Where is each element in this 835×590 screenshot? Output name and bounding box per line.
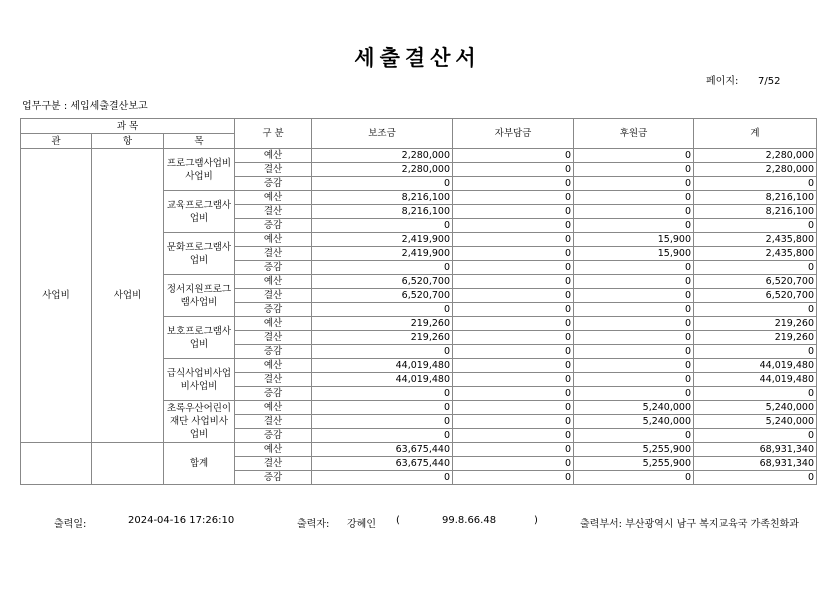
cell-bojo: 0 [312,429,453,443]
cell-huwon: 0 [574,275,694,289]
cell-gubun: 예산 [235,359,312,373]
cell-hang: 사업비 [92,149,164,443]
cell-bojo: 0 [312,261,453,275]
cell-bojo: 8,216,100 [312,191,453,205]
cell-jabu: 0 [453,373,574,387]
cell-bojo: 2,419,900 [312,233,453,247]
cell-jabu: 0 [453,331,574,345]
cell-total: 0 [694,303,817,317]
cell-mok: 초록우산어린이재단 사업비사업비 [164,401,235,443]
cell-gubun: 증감 [235,303,312,317]
cell-jabu: 0 [453,457,574,471]
cell-bojo: 0 [312,415,453,429]
cell-gubun: 증감 [235,345,312,359]
cell-huwon: 0 [574,303,694,317]
header-jabu: 자부담금 [453,119,574,149]
cell-huwon: 0 [574,261,694,275]
cell-total: 0 [694,219,817,233]
cell-bojo: 6,520,700 [312,289,453,303]
cell-huwon: 0 [574,191,694,205]
cell-total: 219,260 [694,331,817,345]
cell-gubun: 예산 [235,191,312,205]
cell-gubun: 증감 [235,261,312,275]
cell-huwon: 0 [574,373,694,387]
cell-jabu: 0 [453,233,574,247]
report-title: 세출결산서 [354,46,481,70]
cell-huwon: 15,900 [574,233,694,247]
cell-gubun: 예산 [235,401,312,415]
cell-total: 6,520,700 [694,289,817,303]
cell-gubun: 예산 [235,275,312,289]
cell-bojo: 219,260 [312,331,453,345]
cell-gubun: 결산 [235,457,312,471]
cell-total: 5,240,000 [694,401,817,415]
cell-total: 0 [694,345,817,359]
cell-gubun: 결산 [235,415,312,429]
cell-total: 44,019,480 [694,359,817,373]
cell-jabu: 0 [453,275,574,289]
cell-huwon: 0 [574,205,694,219]
cell-bojo: 219,260 [312,317,453,331]
page-number: 7/52 [758,76,781,87]
cell-total: 8,216,100 [694,205,817,219]
header-gwamok: 과 목 [21,119,235,134]
cell-bojo: 0 [312,401,453,415]
cell-jabu: 0 [453,303,574,317]
header-mok: 목 [164,134,235,149]
cell-bojo: 0 [312,177,453,191]
cell-jabu: 0 [453,205,574,219]
cell-jabu: 0 [453,429,574,443]
cell-total: 0 [694,261,817,275]
cell-hang-empty [92,443,164,485]
cell-jabu: 0 [453,415,574,429]
cell-bojo: 63,675,440 [312,443,453,457]
paren-open: ( [396,515,400,526]
header-hang: 항 [92,134,164,149]
cell-huwon: 0 [574,429,694,443]
cell-mok: 합계 [164,443,235,485]
cell-jabu: 0 [453,289,574,303]
cell-huwon: 0 [574,345,694,359]
cell-huwon: 0 [574,177,694,191]
cell-huwon: 5,240,000 [574,415,694,429]
cell-bojo: 0 [312,219,453,233]
cell-gubun: 증감 [235,429,312,443]
cell-bojo: 6,520,700 [312,275,453,289]
cell-huwon: 0 [574,387,694,401]
cell-jabu: 0 [453,317,574,331]
cell-gubun: 증감 [235,177,312,191]
cell-huwon: 0 [574,471,694,485]
cell-bojo: 63,675,440 [312,457,453,471]
cell-total: 2,435,800 [694,247,817,261]
paren-close: ) [534,515,538,526]
cell-total: 44,019,480 [694,373,817,387]
cell-huwon: 5,240,000 [574,401,694,415]
cell-gubun: 예산 [235,233,312,247]
cell-total: 68,931,340 [694,457,817,471]
cell-jabu: 0 [453,387,574,401]
cell-total: 0 [694,429,817,443]
cell-jabu: 0 [453,345,574,359]
cell-bojo: 2,280,000 [312,149,453,163]
cell-huwon: 5,255,900 [574,457,694,471]
cell-total: 0 [694,177,817,191]
cell-huwon: 0 [574,219,694,233]
table-body [21,149,817,485]
header-huwon: 후원금 [574,119,694,149]
cell-total: 6,520,700 [694,275,817,289]
cell-mok: 프로그램사업비사업비 [164,149,235,191]
settlement-table [20,118,817,485]
cell-mok: 문화프로그램사업비 [164,233,235,275]
cell-gubun: 결산 [235,373,312,387]
cell-bojo: 0 [312,387,453,401]
cell-bojo: 0 [312,471,453,485]
cell-mok: 보호프로그램사업비 [164,317,235,359]
cell-jabu: 0 [453,219,574,233]
cell-bojo: 44,019,480 [312,359,453,373]
cell-huwon: 0 [574,359,694,373]
cell-gubun: 증감 [235,471,312,485]
header-gubun: 구 분 [235,119,312,149]
cell-jabu: 0 [453,247,574,261]
page-indicator [706,72,780,87]
cell-bojo: 44,019,480 [312,373,453,387]
cell-total: 2,280,000 [694,163,817,177]
cell-gubun: 결산 [235,247,312,261]
print-date: 2024-04-16 17:26:10 [128,515,235,526]
cell-jabu: 0 [453,163,574,177]
cell-total: 2,280,000 [694,149,817,163]
cell-mok: 급식사업비사업비사업비 [164,359,235,401]
cell-bojo: 0 [312,345,453,359]
cell-gubun: 결산 [235,205,312,219]
cell-gwan: 사업비 [21,149,92,443]
cell-total: 5,240,000 [694,415,817,429]
cell-jabu: 0 [453,443,574,457]
cell-gubun: 증감 [235,387,312,401]
cell-gubun: 결산 [235,289,312,303]
cell-total: 68,931,340 [694,443,817,457]
cell-huwon: 5,255,900 [574,443,694,457]
cell-jabu: 0 [453,177,574,191]
business-type: 업무구분 : 세입세출결산보고 [22,101,148,112]
cell-mok: 정서지원프로그램사업비 [164,275,235,317]
cell-total: 0 [694,387,817,401]
cell-gubun: 결산 [235,163,312,177]
cell-mok: 교육프로그램사업비 [164,191,235,233]
cell-total: 2,435,800 [694,233,817,247]
cell-gubun: 예산 [235,317,312,331]
cell-gwan-empty [21,443,92,485]
print-date-label: 출력일: [54,519,87,530]
print-dept: 출력부서: 부산광역시 남구 복지교육국 가족친화과 [580,519,799,530]
cell-huwon: 0 [574,149,694,163]
printer-ip: 99.8.66.48 [442,515,497,526]
header-total: 계 [694,119,817,149]
cell-huwon: 0 [574,289,694,303]
cell-total: 0 [694,471,817,485]
cell-jabu: 0 [453,261,574,275]
cell-huwon: 0 [574,317,694,331]
table-row [21,149,817,163]
cell-jabu: 0 [453,191,574,205]
cell-gubun: 예산 [235,443,312,457]
page-label: 페이지: [706,76,739,87]
cell-bojo: 2,419,900 [312,247,453,261]
cell-total: 8,216,100 [694,191,817,205]
cell-bojo: 2,280,000 [312,163,453,177]
cell-jabu: 0 [453,471,574,485]
cell-jabu: 0 [453,359,574,373]
cell-bojo: 8,216,100 [312,205,453,219]
cell-huwon: 0 [574,331,694,345]
table-row [21,443,817,457]
cell-total: 219,260 [694,317,817,331]
cell-gubun: 증감 [235,219,312,233]
header-gwan: 관 [21,134,92,149]
printer-label: 출력자: [297,519,330,530]
cell-gubun: 결산 [235,331,312,345]
cell-jabu: 0 [453,401,574,415]
header-bojo: 보조금 [312,119,453,149]
cell-huwon: 15,900 [574,247,694,261]
cell-gubun: 예산 [235,149,312,163]
cell-jabu: 0 [453,149,574,163]
printer-name: 강혜인 [347,519,376,530]
cell-bojo: 0 [312,303,453,317]
cell-huwon: 0 [574,163,694,177]
